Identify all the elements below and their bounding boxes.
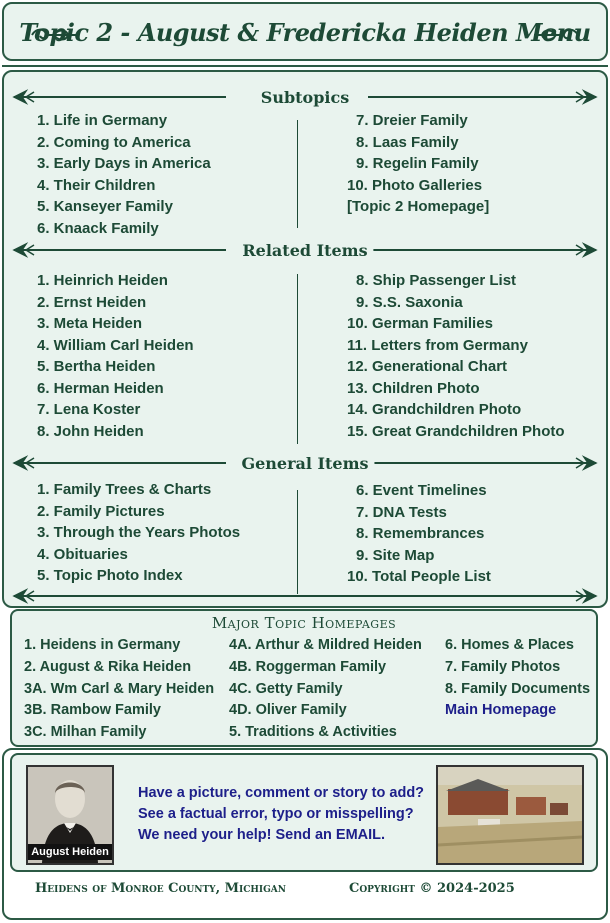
menu-link[interactable]: 2. Family Pictures [37,502,165,520]
copyright: Copyright © 2024-2025 [349,881,515,896]
menu-link[interactable]: 4D. Oliver Family [229,702,347,719]
menu-link[interactable]: 2. Ernst Heiden [37,293,147,311]
menu-link[interactable]: 3C. Milhan Family [24,724,147,741]
menu-link[interactable]: 5. Bertha Heiden [37,358,156,375]
section-heading-general [4,452,606,474]
menu-link[interactable]: 15. Great Grandchildren Photo [347,422,565,440]
menu-link[interactable]: 7. Lena Koster [37,401,141,418]
column-divider [297,120,298,228]
column-divider [297,274,298,444]
menu-link[interactable]: 3B. Rambow Family [24,702,161,719]
section-title: Subtopics [255,88,355,107]
menu-link[interactable]: 14. Grandchildren Photo [347,401,522,418]
menu-link[interactable]: 4. Obituaries [37,545,128,563]
menu-panel [2,70,608,608]
menu-link[interactable]: 4A. Arthur & Mildred Heiden [229,637,422,653]
title-bar [2,2,608,61]
help-line: See a factual error, typo or misspelling? [138,806,414,822]
related-right-list [347,270,565,442]
menu-link[interactable]: 1. Life in Germany [37,112,168,129]
menu-link[interactable]: 3. Meta Heiden [37,315,143,332]
major-topics-title: Major Topic Homepages [211,614,397,632]
major-topics-panel [10,609,598,747]
menu-link[interactable]: 8. Ship Passenger List [356,272,517,289]
menu-link[interactable]: 7. DNA Tests [356,503,447,521]
menu-link[interactable]: 1. Heinrich Heiden [37,272,168,289]
menu-link[interactable]: 9. Site Map [356,546,435,564]
portrait-photo [26,765,114,865]
menu-link[interactable]: 6. Herman Heiden [37,379,164,397]
section-heading-subtopics [4,86,606,108]
photo-caption: August Heiden [28,844,112,860]
menu-link[interactable]: 8. John Heiden [37,422,144,440]
email-link[interactable]: We need your help! Send an EMAIL. [138,827,386,843]
major-col-2 [229,635,422,744]
site-name: Heidens of Monroe County, Michigan [35,881,286,896]
section-title: Related Items [236,241,373,260]
menu-link[interactable]: [Topic 2 Homepage] [347,198,490,215]
menu-link[interactable]: 4. Their Children [37,176,156,194]
major-col-1 [24,635,214,744]
menu-link[interactable]: 3A. Wm Carl & Mary Heiden [24,680,215,697]
menu-link[interactable]: 10. Total People List [347,568,491,585]
arrow-rule-icon [4,585,608,607]
menu-link[interactable]: 4B. Roggerman Family [229,658,387,675]
main-homepage-link[interactable]: Main Homepage [445,702,557,719]
menu-link[interactable]: 8. Family Documents [445,680,591,697]
help-message [138,783,424,846]
menu-link[interactable]: 6. Knaack Family [37,219,159,237]
related-left-list [37,270,194,442]
menu-link[interactable]: 2. August & Rika Heiden [24,658,192,675]
menu-link[interactable]: 8. Remembrances [356,525,485,542]
menu-link[interactable]: 10. Photo Galleries [347,176,483,194]
menu-link[interactable]: 3. Early Days in America [37,155,211,172]
menu-link[interactable]: 10. German Families [347,315,493,332]
menu-link[interactable]: 9. S.S. Saxonia [356,293,463,311]
menu-link[interactable]: 6. Homes & Places [445,637,574,653]
menu-link[interactable]: 13. Children Photo [347,379,480,397]
menu-link[interactable]: 7. Family Photos [445,658,561,675]
menu-link[interactable]: 7. Dreier Family [356,112,468,129]
subtopics-right-list [347,110,489,218]
farm-photo [436,765,584,865]
menu-link[interactable]: 1. Family Trees & Charts [37,481,212,498]
menu-link[interactable]: 4. William Carl Heiden [37,336,194,354]
scroll-ornament-icon [530,26,582,44]
menu-link[interactable]: 5. Kanseyer Family [37,198,173,215]
farm-image [438,767,582,863]
help-line: Have a picture, comment or story to add? [138,785,425,801]
section-heading-related [4,239,606,261]
menu-link[interactable]: 12. Generational Chart [347,358,508,375]
menu-link[interactable]: 4C. Getty Family [229,680,343,697]
menu-link[interactable]: 11. Letters from Germany [347,336,528,354]
menu-link[interactable]: 6. Event Timelines [356,482,487,499]
column-divider [297,490,298,594]
page-title: Topic 2 - August & Fredericka Heiden Menu [19,18,591,47]
menu-link[interactable]: 5. Topic Photo Index [37,567,183,584]
subtopics-left-list [37,110,211,239]
help-panel [10,753,598,872]
menu-link[interactable]: 1. Heidens in Germany [24,637,181,653]
general-right-list [347,480,491,588]
menu-link[interactable]: 8. Laas Family [356,133,459,151]
menu-link[interactable]: 9. Regelin Family [356,155,479,172]
general-left-list [37,479,240,587]
divider [2,65,608,67]
menu-link[interactable]: 3. Through the Years Photos [37,524,241,541]
section-title: General Items [235,454,374,473]
menu-link[interactable]: 2. Coming to America [37,133,191,151]
menu-link[interactable]: 5. Traditions & Activities [229,724,397,741]
major-col-3 [445,635,590,722]
